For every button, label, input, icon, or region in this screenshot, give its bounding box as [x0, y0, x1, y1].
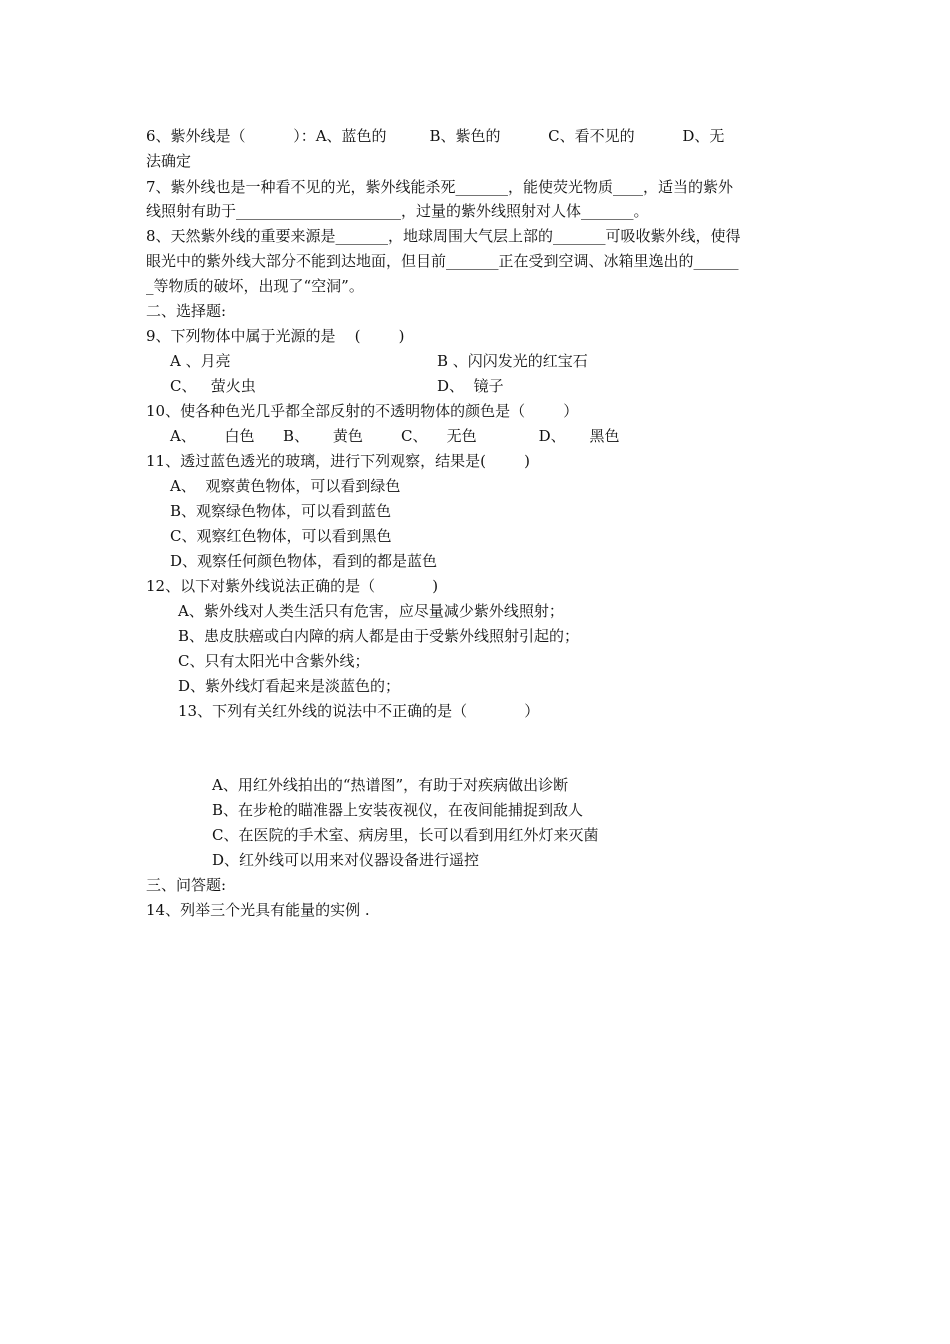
question-8-line-1: 8、天然紫外线的重要来源是_______，地球周围大气层上部的_______可吸收紫外线，使得	[146, 227, 741, 245]
question-11-option-c: C、观察红色物体，可以看到黑色	[170, 527, 392, 545]
question-7-line-2: 线照射有助于______________________，过量的紫外线照射对人体_______。	[146, 202, 649, 220]
question-6-line-1: 6、紫外线是（ ）：A、蓝色的 B、紫色的 C、看不见的 D、无	[146, 127, 725, 145]
question-13-option-a: A、用红外线拍出的“热谱图”，有助于对疾病做出诊断	[212, 776, 569, 794]
question-6-line-2: 法确定	[146, 152, 192, 170]
question-10-options: A、 白色 B、 黄色 C、 无色 D、 黑色	[170, 427, 620, 445]
question-11-stem: 11、透过蓝色透光的玻璃，进行下列观察，结果是( )	[146, 452, 530, 470]
question-8-line-3: _等物质的破坏，出现了“空洞”。	[146, 277, 364, 295]
section-choice-heading: 二、选择题:	[146, 302, 227, 320]
question-11-option-a: A、 观察黄色物体，可以看到绿色	[170, 477, 401, 495]
question-9-option-a: A 、月亮	[170, 352, 231, 370]
question-12-option-b: B、患皮肤癌或白内障的病人都是由于受紫外线照射引起的；	[178, 627, 580, 645]
question-7-line-1: 7、紫外线也是一种看不见的光，紫外线能杀死_______，能使荧光物质____，适当的紫外	[146, 178, 734, 196]
question-9-option-b: B 、闪闪发光的红宝石	[437, 352, 588, 370]
question-12-option-c: C、只有太阳光中含紫外线；	[178, 652, 370, 670]
question-12-option-a: A、紫外线对人类生活只有危害，应尽量减少紫外线照射；	[178, 602, 564, 620]
question-14-stem: 14、列举三个光具有能量的实例 .	[146, 901, 370, 919]
question-10-stem: 10、使各种色光几乎都全部反射的不透明物体的颜色是（ ）	[146, 402, 579, 420]
question-13-option-d: D、红外线可以用来对仪器设备进行遥控	[212, 851, 480, 869]
question-13-option-b: B、在步枪的瞄准器上安装夜视仪，在夜间能捕捉到敌人	[212, 801, 584, 819]
question-9-option-c: C、 萤火虫	[170, 377, 256, 395]
question-12-option-d: D、紫外线灯看起来是淡蓝色的；	[178, 677, 401, 695]
question-13-option-c: C、在医院的手术室、病房里，长可以看到用红外灯来灭菌	[212, 826, 599, 844]
question-11-option-b: B、观察绿色物体，可以看到蓝色	[170, 502, 392, 520]
question-9-option-d: D、 镜子	[437, 377, 504, 395]
section-qa-heading: 三、问答题:	[146, 876, 227, 894]
question-11-option-d: D、观察任何颜色物体，看到的都是蓝色	[170, 552, 438, 570]
question-9-stem: 9、下列物体中属于光源的是 ( )	[146, 327, 405, 345]
question-8-line-2: 眼光中的紫外线大部分不能到达地面，但目前_______正在受到空调、冰箱里逸出的______	[146, 252, 739, 270]
question-13-stem: 13、下列有关红外线的说法中不正确的是（ ）	[178, 702, 540, 720]
question-12-stem: 12、以下对紫外线说法正确的是（ )	[146, 577, 439, 595]
